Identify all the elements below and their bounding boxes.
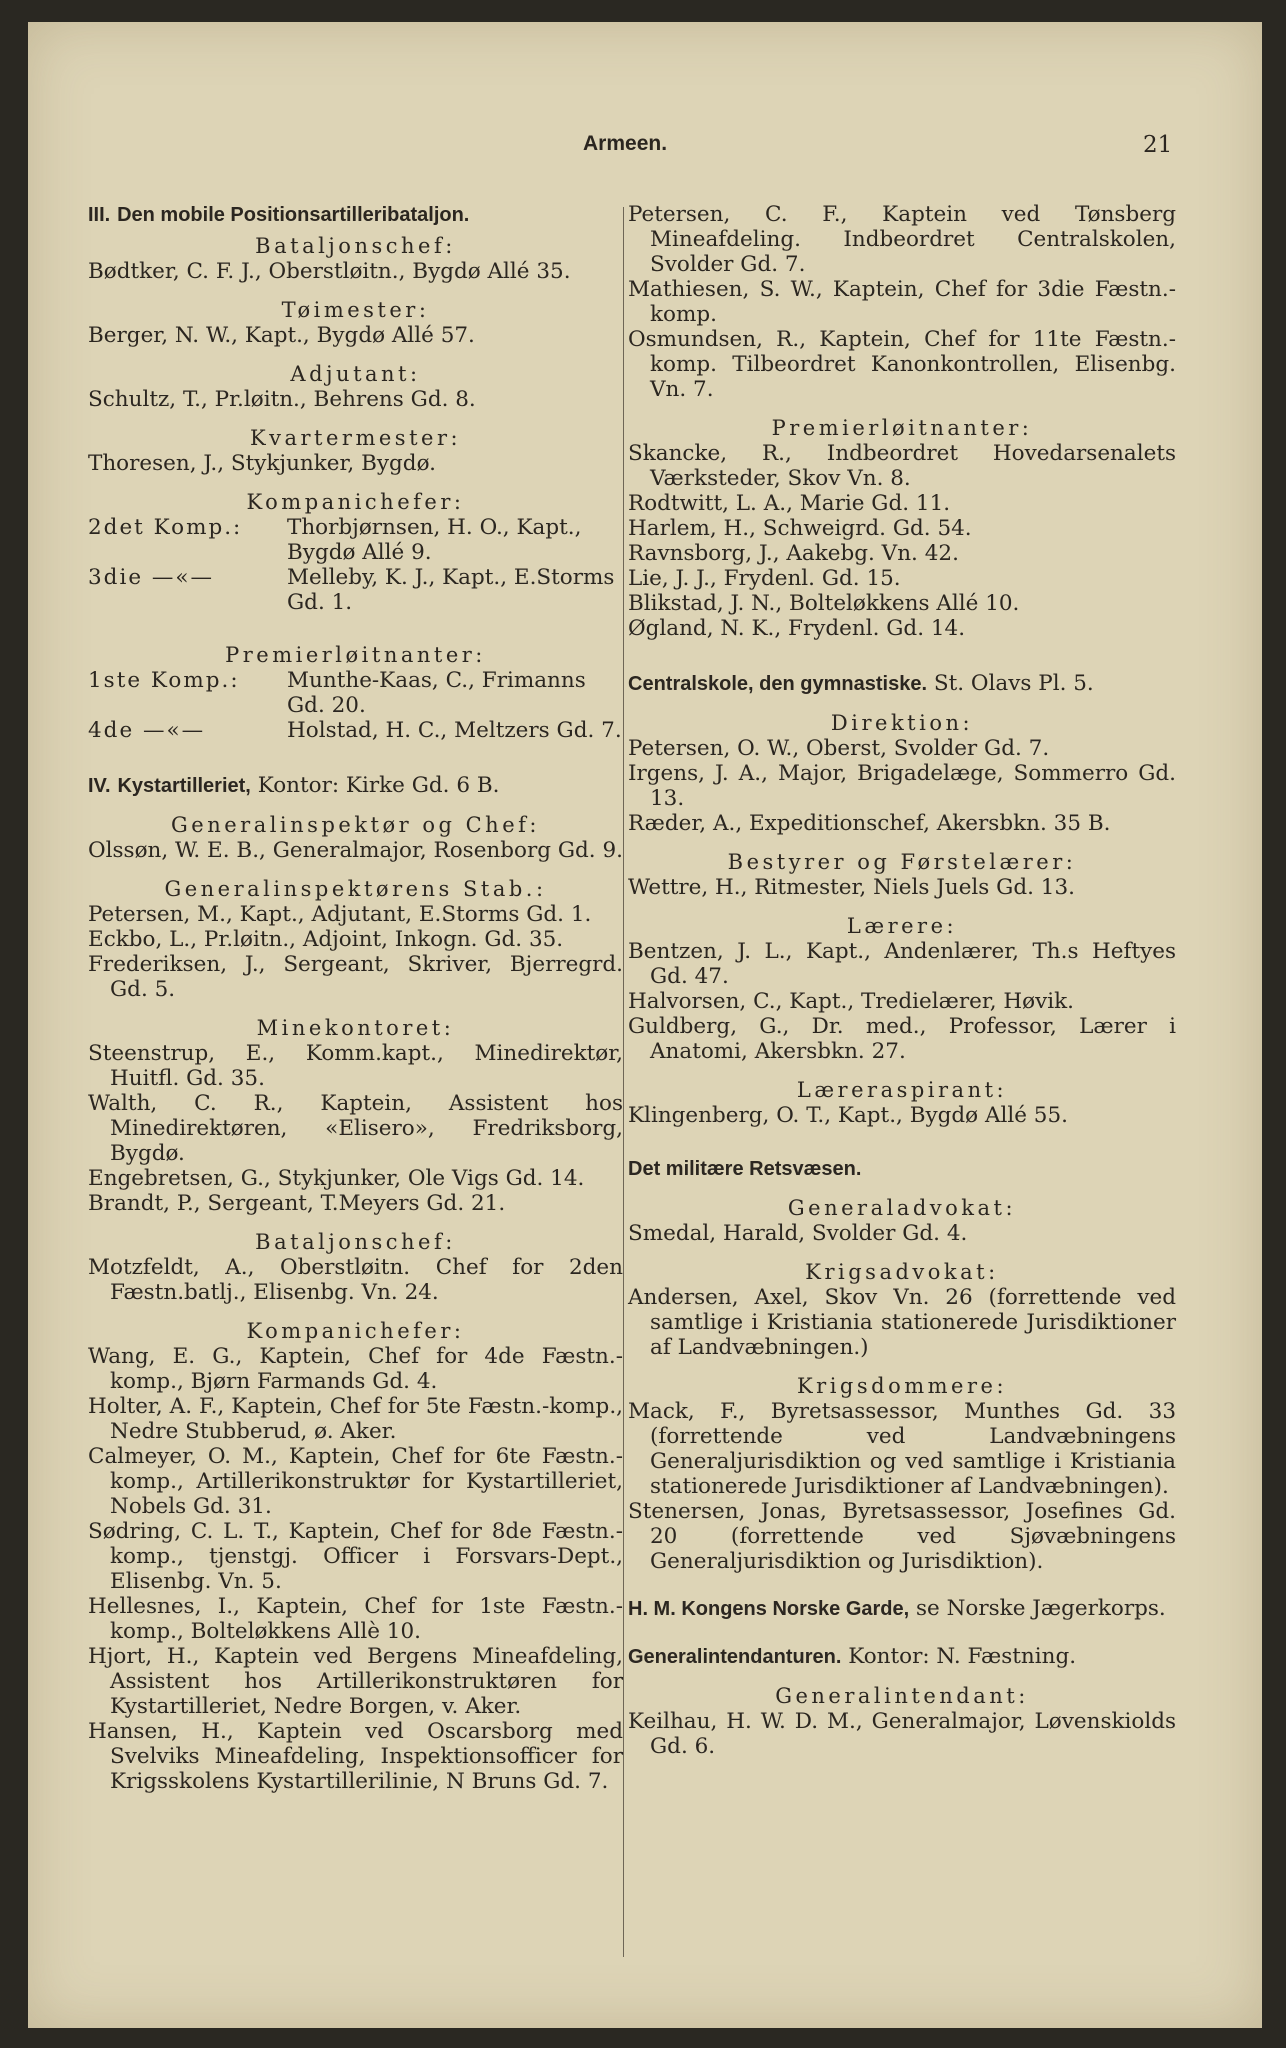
subheading: Krigsadvokat: xyxy=(805,1260,999,1284)
entry: Brandt, P., Sergeant, T.Meyers Gd. 21. xyxy=(88,1191,506,1216)
subheading: Bataljonschef: xyxy=(255,1230,456,1254)
entry: Blikstad, J. N., Bolteløkkens Allé 10. xyxy=(628,591,1020,616)
subheading: Direktion: xyxy=(830,711,974,735)
entry: Mathiesen, S. W., Kaptein, Chef for 3die Fæstn.-komp. xyxy=(628,277,1176,327)
section-number: III. xyxy=(88,204,111,226)
entry: Sødring, C. L. T., Kaptein, Chef for 8de Fæstn.-komp., tjenstgj. Officer i Forsvars-Dept., Elisenbg. Vn. 5. xyxy=(88,1519,623,1594)
subheading: Lærere: xyxy=(846,914,958,938)
entry: Hjort, H., Kaptein ved Bergens Mineafdeling, Assistent hos Artillerikonstruktøren for Kystartilleriet, Nedre Borgen, v. Aker. xyxy=(88,1644,623,1719)
subheading: Bataljonschef: xyxy=(255,234,456,258)
entry: Frederiksen, J., Sergeant, Skriver, Bjerregrd. Gd. 5. xyxy=(88,952,623,1002)
entry: Bentzen, J. L., Kapt., Andenlærer, Th.s Heftyes Gd. 47. xyxy=(628,939,1176,989)
entry: Osmundsen, R., Kaptein, Chef for 11te Fæstn.-komp. Tilbeordret Kanonkontrollen, Elisenbg. Vn. 7. xyxy=(628,327,1176,402)
section-heading-central xyxy=(628,671,1176,697)
subheading: Bestyrer og Førstelærer: xyxy=(727,850,1077,874)
entry: Petersen, O. W., Oberst, Svolder Gd. 7. xyxy=(628,736,1050,761)
company-label: 3die —«— xyxy=(88,565,215,590)
section-address: St. Olavs Pl. 5. xyxy=(933,671,1094,696)
column-divider xyxy=(623,207,624,1957)
subheading: Læreraspirant: xyxy=(796,1078,1008,1102)
entry: Smedal, Harald, Svolder Gd. 4. xyxy=(628,1221,968,1246)
entry: Petersen, M., Kapt., Adjutant, E.Storms Gd. 1. xyxy=(88,902,592,927)
subheading: Generalinspektør og Chef: xyxy=(171,813,540,837)
subheading: Tøimester: xyxy=(281,298,430,322)
entry: Thoresen, J., Stykjunker, Bygdø. xyxy=(88,451,436,476)
section-title: Kystartilleriet, xyxy=(117,775,251,797)
entry: Olssøn, W. E. B., Generalmajor, Rosenborg Gd. 9. xyxy=(88,838,623,863)
subheading: Generalintendant: xyxy=(775,1684,1029,1708)
subheading: Adjutant: xyxy=(290,362,421,386)
subheading: Minekontoret: xyxy=(256,1016,455,1040)
entry: Øgland, N. K., Frydenl. Gd. 14. xyxy=(628,616,966,641)
section-heading-iii xyxy=(88,202,623,228)
section-heading-genint xyxy=(628,1644,1176,1670)
entry: Bødtker, C. F. J., Oberstløitn., Bygdø Allé 35. xyxy=(88,259,571,284)
subheading: Kompanichefer: xyxy=(246,1319,465,1343)
page-title: Armeen. xyxy=(583,132,668,155)
section-heading-rets xyxy=(628,1156,1176,1182)
subheading: Generaladvokat: xyxy=(787,1196,1017,1220)
subheading: Generalinspektørens Stab.: xyxy=(164,877,547,901)
entry: Steenstrup, E., Komm.kapt., Minedirektør, Huitfl. Gd. 35. xyxy=(88,1041,623,1091)
section-title: Generalintendanturen. xyxy=(628,1646,842,1668)
subheading: Kvartermester: xyxy=(249,426,462,450)
company-table xyxy=(88,668,623,743)
section-heading-garde xyxy=(628,1596,1176,1622)
section-heading-iv xyxy=(88,773,623,799)
entry: Engebretsen, G., Stykjunker, Ole Vigs Gd. 14. xyxy=(88,1166,585,1191)
entry: Stenersen, Jonas, Byretsassessor, Josefines Gd. 20 (forrettende ved Sjøvæbningens Generaljurisdiktion og Jurisdiktion). xyxy=(628,1499,1176,1574)
entry: Hansen, H., Kaptein ved Oscarsborg med Svelviks Mineafdeling, Inspektionsofficer for Krigsskolens Kystartillerilinie, N Bruns Gd. 7. xyxy=(88,1719,623,1794)
subheading: Premierløitnanter: xyxy=(771,416,1033,440)
entry: Thorbjørnsen, H. O., Kapt., Bygdø Allé 9. xyxy=(287,515,582,565)
company-label: 1ste Komp.: xyxy=(88,668,240,693)
entry: Klingenberg, O. T., Kapt., Bygdø Allé 55. xyxy=(628,1103,1068,1128)
entry: Skancke, R., Indbeordret Hovedarsenalets Værksteder, Skov Vn. 8. xyxy=(628,441,1176,491)
entry: Lie, J. J., Frydenl. Gd. 15. xyxy=(628,566,901,591)
entry: Petersen, C. F., Kaptein ved Tønsberg Mineafdeling. Indbeordret Centralskolen, Svolder Gd. 7. xyxy=(628,202,1176,277)
entry: Munthe-Kaas, C., Frimanns Gd. 20. xyxy=(287,668,586,718)
section-title: Centralskole, den gymnastiske. xyxy=(628,673,928,695)
section-number: IV. xyxy=(88,775,111,797)
entry: Holter, A. F., Kaptein, Chef for 5te Fæstn.-komp., Nedre Stubberud, ø. Aker. xyxy=(88,1394,623,1444)
entry: Halvorsen, C., Kapt., Tredielærer, Høvik. xyxy=(628,989,1075,1014)
entry: Holstad, H. C., Meltzers Gd. 7. xyxy=(287,718,622,743)
section-title: Den mobile Positionsartilleribataljon. xyxy=(117,204,470,226)
company-label: 2det Komp.: xyxy=(88,515,243,540)
section-title: H. M. Kongens Norske Garde, xyxy=(628,1598,910,1620)
document-page xyxy=(28,22,1262,2028)
section-reference: se Norske Jægerkorps. xyxy=(916,1596,1166,1621)
page-number: 21 xyxy=(1143,132,1173,158)
entry: Walth, C. R., Kaptein, Assistent hos Minedirektøren, «Elisero», Fredriksborg, Bygdø. xyxy=(88,1091,623,1166)
entry: Melleby, K. J., Kapt., E.Storms Gd. 1. xyxy=(287,565,615,615)
section-address: Kontor: Kirke Gd. 6 B. xyxy=(257,773,500,798)
section-address: Kontor: N. Fæstning. xyxy=(848,1644,1077,1669)
entry: Eckbo, L., Pr.løitn., Adjoint, Inkogn. Gd. 35. xyxy=(88,927,564,952)
entry: Wang, E. G., Kaptein, Chef for 4de Fæstn.-komp., Bjørn Farmands Gd. 4. xyxy=(88,1344,623,1394)
entry: Wettre, H., Ritmester, Niels Juels Gd. 13. xyxy=(628,875,1075,900)
entry: Guldberg, G., Dr. med., Professor, Lærer i Anatomi, Akersbkn. 27. xyxy=(628,1014,1176,1064)
right-column xyxy=(628,202,1176,1759)
entry: Berger, N. W., Kapt., Bygdø Allé 57. xyxy=(88,323,475,348)
entry: Calmeyer, O. M., Kaptein, Chef for 6te Fæstn.-komp., Artillerikonstruktør for Kystartilleriet, Nobels Gd. 31. xyxy=(88,1444,623,1519)
subheading: Premierløitnanter: xyxy=(225,643,486,667)
entry: Irgens, J. A., Major, Brigadelæge, Sommerro Gd. 13. xyxy=(628,761,1176,811)
company-table xyxy=(88,515,623,615)
entry: Hellesnes, I., Kaptein, Chef for 1ste Fæstn.-komp., Bolteløkkens Allè 10. xyxy=(88,1594,623,1644)
entry: Ravnsborg, J., Aakebg. Vn. 42. xyxy=(628,541,959,566)
entry: Mack, F., Byretsassessor, Munthes Gd. 33 (forrettende ved Landvæbningens Generaljurisdiktion og ved samtlige i Kristiania stationerede Jurisdiktioner af Landvæbningen). xyxy=(628,1399,1176,1499)
entry: Ræder, A., Expeditionschef, Akersbkn. 35 B. xyxy=(628,811,1111,836)
entry: Motzfeldt, A., Oberstløitn. Chef for 2den Fæstn.batlj., Elisenbg. Vn. 24. xyxy=(88,1255,623,1305)
subheading: Kompanichefer: xyxy=(246,490,465,514)
entry: Keilhau, H. W. D. M., Generalmajor, Løvenskiolds Gd. 6. xyxy=(628,1709,1176,1759)
subheading: Krigsdommere: xyxy=(796,1374,1008,1398)
section-title: Det militære Retsvæsen. xyxy=(628,1158,862,1180)
left-column xyxy=(88,202,623,1794)
company-label: 4de —«— xyxy=(88,718,206,743)
entry: Schultz, T., Pr.løitn., Behrens Gd. 8. xyxy=(88,387,476,412)
entry: Harlem, H., Schweigrd. Gd. 54. xyxy=(628,516,972,541)
entry: Rodtwitt, L. A., Marie Gd. 11. xyxy=(628,491,951,516)
entry: Andersen, Axel, Skov Vn. 26 (forrettende ved samtlige i Kristiania stationerede Jurisdiktioner af Landvæbningen.) xyxy=(628,1285,1176,1360)
